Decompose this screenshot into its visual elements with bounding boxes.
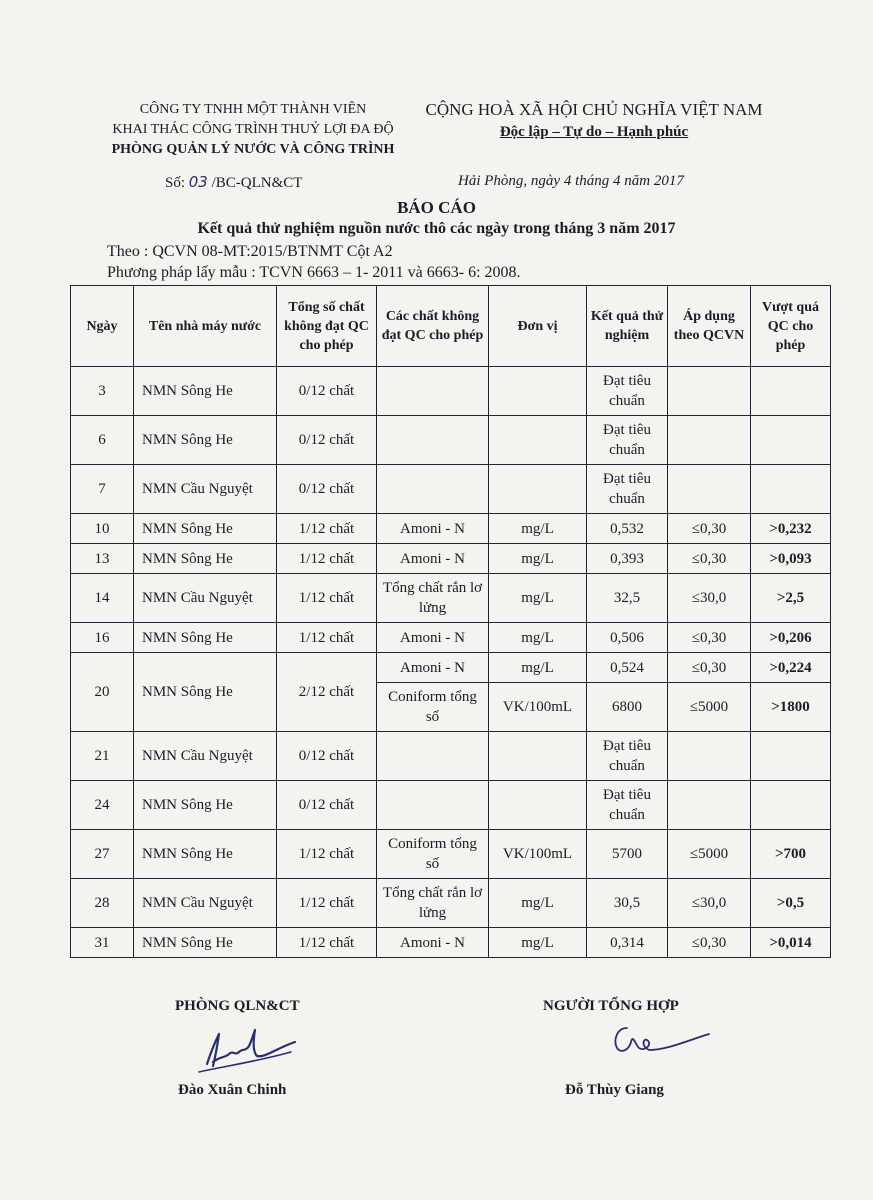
cell-exceed	[751, 732, 831, 781]
document-number-prefix: Số:	[165, 175, 189, 191]
cell-exceed	[751, 416, 831, 465]
cell-day: 13	[71, 544, 134, 574]
signatory-name-compiler: Đỗ Thùy Giang	[565, 1082, 664, 1098]
cell-total: 1/12 chất	[277, 514, 377, 544]
cell-unit: mg/L	[489, 574, 587, 623]
cell-total: 0/12 chất	[277, 367, 377, 416]
document-number-suffix: /BC-QLN&CT	[207, 175, 303, 191]
table-row	[71, 367, 831, 416]
cell-total: 0/12 chất	[277, 465, 377, 514]
cell-applied: ≤0,30	[668, 544, 751, 574]
cell-result: 5700	[587, 830, 668, 879]
cell-unit: mg/L	[489, 879, 587, 928]
cell-day: 24	[71, 781, 134, 830]
cell-result: 0,393	[587, 544, 668, 574]
cell-day: 3	[71, 367, 134, 416]
cell-day: 31	[71, 928, 134, 958]
department-line: PHÒNG QUẢN LÝ NƯỚC VÀ CÔNG TRÌNH	[111, 142, 395, 157]
cell-applied: ≤0,30	[668, 514, 751, 544]
cell-unit: VK/100mL	[489, 683, 587, 732]
sampling-method: Phương pháp lấy mẫu : TCVN 6663 – 1- 2011 và 6663- 6: 2008.	[107, 264, 521, 281]
cell-day: 10	[71, 514, 134, 544]
table-row	[71, 928, 831, 958]
cell-applied: ≤5000	[668, 830, 751, 879]
national-motto: Độc lập – Tự do – Hạnh phúc	[499, 124, 689, 140]
cell-day: 28	[71, 879, 134, 928]
cell-exceed	[751, 465, 831, 514]
cell-exceed: >0,206	[751, 623, 831, 653]
table-row	[71, 416, 831, 465]
table-row	[71, 653, 831, 683]
cell-day: 7	[71, 465, 134, 514]
table-row	[71, 574, 831, 623]
cell-plant: NMN Sông He	[134, 830, 277, 879]
col-header-exceed: Vượt quá QC cho phép	[751, 286, 831, 367]
cell-day: 21	[71, 732, 134, 781]
organization-header	[78, 100, 428, 160]
cell-applied: ≤5000	[668, 683, 751, 732]
cell-unit: mg/L	[489, 514, 587, 544]
col-header-total: Tổng số chất không đạt QC cho phép	[277, 286, 377, 367]
company-line: CÔNG TY TNHH MỘT THÀNH VIÊN	[139, 102, 367, 117]
cell-substance	[377, 781, 489, 830]
cell-applied: ≤0,30	[668, 928, 751, 958]
cell-substance: Tổng chất rắn lơ lửng	[377, 574, 489, 623]
col-header-result: Kết quả thử nghiệm	[587, 286, 668, 367]
table-row	[71, 781, 831, 830]
cell-substance: Amoni - N	[377, 653, 489, 683]
cell-substance: Amoni - N	[377, 514, 489, 544]
cell-plant: NMN Sông He	[134, 623, 277, 653]
cell-result: 0,532	[587, 514, 668, 544]
table-row	[71, 544, 831, 574]
cell-plant: NMN Sông He	[134, 416, 277, 465]
cell-plant: NMN Sông He	[134, 653, 277, 732]
handwritten-signature-left	[195, 1022, 305, 1074]
cell-total: 2/12 chất	[277, 653, 377, 732]
table-row	[71, 830, 831, 879]
standard-reference: Theo : QCVN 08-MT:2015/BTNMT Cột A2	[107, 243, 393, 260]
company-line-2: KHAI THÁC CÔNG TRÌNH THUỶ LỢI ĐA ĐỘ	[112, 122, 394, 137]
nation-title: CỘNG HOÀ XÃ HỘI CHỦ NGHĨA VIỆT NAM	[425, 100, 763, 119]
cell-substance: Coniform tổng số	[377, 830, 489, 879]
cell-result: 0,506	[587, 623, 668, 653]
cell-result: 0,524	[587, 653, 668, 683]
cell-exceed: >2,5	[751, 574, 831, 623]
report-subtitle: Kết quả thử nghiệm nguồn nước thô các ngày trong tháng 3 năm 2017	[197, 220, 676, 237]
cell-applied	[668, 732, 751, 781]
cell-result: Đạt tiêu chuẩn	[587, 732, 668, 781]
cell-total: 1/12 chất	[277, 879, 377, 928]
cell-plant: NMN Sông He	[134, 544, 277, 574]
cell-exceed	[751, 367, 831, 416]
table-row	[71, 514, 831, 544]
cell-plant: NMN Sông He	[134, 928, 277, 958]
table-row	[71, 732, 831, 781]
cell-unit	[489, 465, 587, 514]
cell-unit: mg/L	[489, 928, 587, 958]
report-title: BÁO CÁO	[397, 198, 476, 217]
cell-total: 1/12 chất	[277, 574, 377, 623]
cell-total: 1/12 chất	[277, 544, 377, 574]
cell-plant: NMN Cầu Nguyệt	[134, 732, 277, 781]
cell-exceed: >1800	[751, 683, 831, 732]
cell-applied	[668, 367, 751, 416]
cell-unit: VK/100mL	[489, 830, 587, 879]
cell-plant: NMN Cầu Nguyệt	[134, 879, 277, 928]
cell-applied: ≤0,30	[668, 623, 751, 653]
cell-unit	[489, 367, 587, 416]
cell-plant: NMN Sông He	[134, 514, 277, 544]
cell-total: 1/12 chất	[277, 928, 377, 958]
table-header-row	[71, 286, 831, 367]
cell-day: 27	[71, 830, 134, 879]
cell-exceed: >0,232	[751, 514, 831, 544]
cell-day: 14	[71, 574, 134, 623]
national-header	[408, 98, 780, 142]
signatory-name-department: Đào Xuân Chinh	[178, 1082, 287, 1098]
cell-substance: Amoni - N	[377, 623, 489, 653]
cell-unit: mg/L	[489, 653, 587, 683]
cell-plant: NMN Sông He	[134, 367, 277, 416]
cell-total: 0/12 chất	[277, 781, 377, 830]
cell-applied: ≤30,0	[668, 574, 751, 623]
cell-result: Đạt tiêu chuẩn	[587, 781, 668, 830]
cell-day: 16	[71, 623, 134, 653]
cell-plant: NMN Sông He	[134, 781, 277, 830]
cell-result: 6800	[587, 683, 668, 732]
results-table	[70, 285, 831, 958]
cell-applied	[668, 416, 751, 465]
col-header-plant: Tên nhà máy nước	[134, 286, 277, 367]
cell-applied	[668, 781, 751, 830]
cell-applied: ≤0,30	[668, 653, 751, 683]
cell-substance: Amoni - N	[377, 544, 489, 574]
document-number	[165, 173, 302, 192]
cell-applied	[668, 465, 751, 514]
col-header-substances: Các chất không đạt QC cho phép	[377, 286, 489, 367]
table-row	[71, 879, 831, 928]
handwritten-signature-right	[605, 1020, 715, 1060]
cell-substance: Tổng chất rắn lơ lửng	[377, 879, 489, 928]
col-header-unit: Đơn vị	[489, 286, 587, 367]
cell-exceed: >0,014	[751, 928, 831, 958]
cell-result: 0,314	[587, 928, 668, 958]
cell-unit: mg/L	[489, 544, 587, 574]
cell-exceed: >0,093	[751, 544, 831, 574]
cell-total: 0/12 chất	[277, 416, 377, 465]
cell-day: 20	[71, 653, 134, 732]
place-and-date: Hải Phòng, ngày 4 tháng 4 năm 2017	[458, 173, 684, 189]
document-number-handwritten: 03	[188, 173, 208, 191]
cell-exceed: >0,224	[751, 653, 831, 683]
cell-exceed: >0,5	[751, 879, 831, 928]
cell-substance	[377, 465, 489, 514]
cell-substance	[377, 367, 489, 416]
cell-unit	[489, 732, 587, 781]
cell-result: 32,5	[587, 574, 668, 623]
signature-block-title-compiler: NGƯỜI TỔNG HỢP	[543, 998, 679, 1014]
signature-block-title-department: PHÒNG QLN&CT	[175, 998, 300, 1014]
cell-result: Đạt tiêu chuẩn	[587, 367, 668, 416]
cell-total: 1/12 chất	[277, 830, 377, 879]
col-header-applied: Áp dụng theo QCVN	[668, 286, 751, 367]
cell-unit	[489, 781, 587, 830]
cell-exceed	[751, 781, 831, 830]
cell-unit	[489, 416, 587, 465]
col-header-day: Ngày	[71, 286, 134, 367]
cell-substance: Coniform tổng số	[377, 683, 489, 732]
cell-total: 1/12 chất	[277, 623, 377, 653]
cell-result: Đạt tiêu chuẩn	[587, 416, 668, 465]
cell-result: Đạt tiêu chuẩn	[587, 465, 668, 514]
cell-plant: NMN Cầu Nguyệt	[134, 465, 277, 514]
cell-day: 6	[71, 416, 134, 465]
cell-substance	[377, 732, 489, 781]
cell-exceed: >700	[751, 830, 831, 879]
cell-result: 30,5	[587, 879, 668, 928]
table-row	[71, 623, 831, 653]
cell-plant: NMN Cầu Nguyệt	[134, 574, 277, 623]
cell-substance	[377, 416, 489, 465]
cell-substance: Amoni - N	[377, 928, 489, 958]
cell-applied: ≤30,0	[668, 879, 751, 928]
cell-unit: mg/L	[489, 623, 587, 653]
table-row	[71, 465, 831, 514]
cell-total: 0/12 chất	[277, 732, 377, 781]
